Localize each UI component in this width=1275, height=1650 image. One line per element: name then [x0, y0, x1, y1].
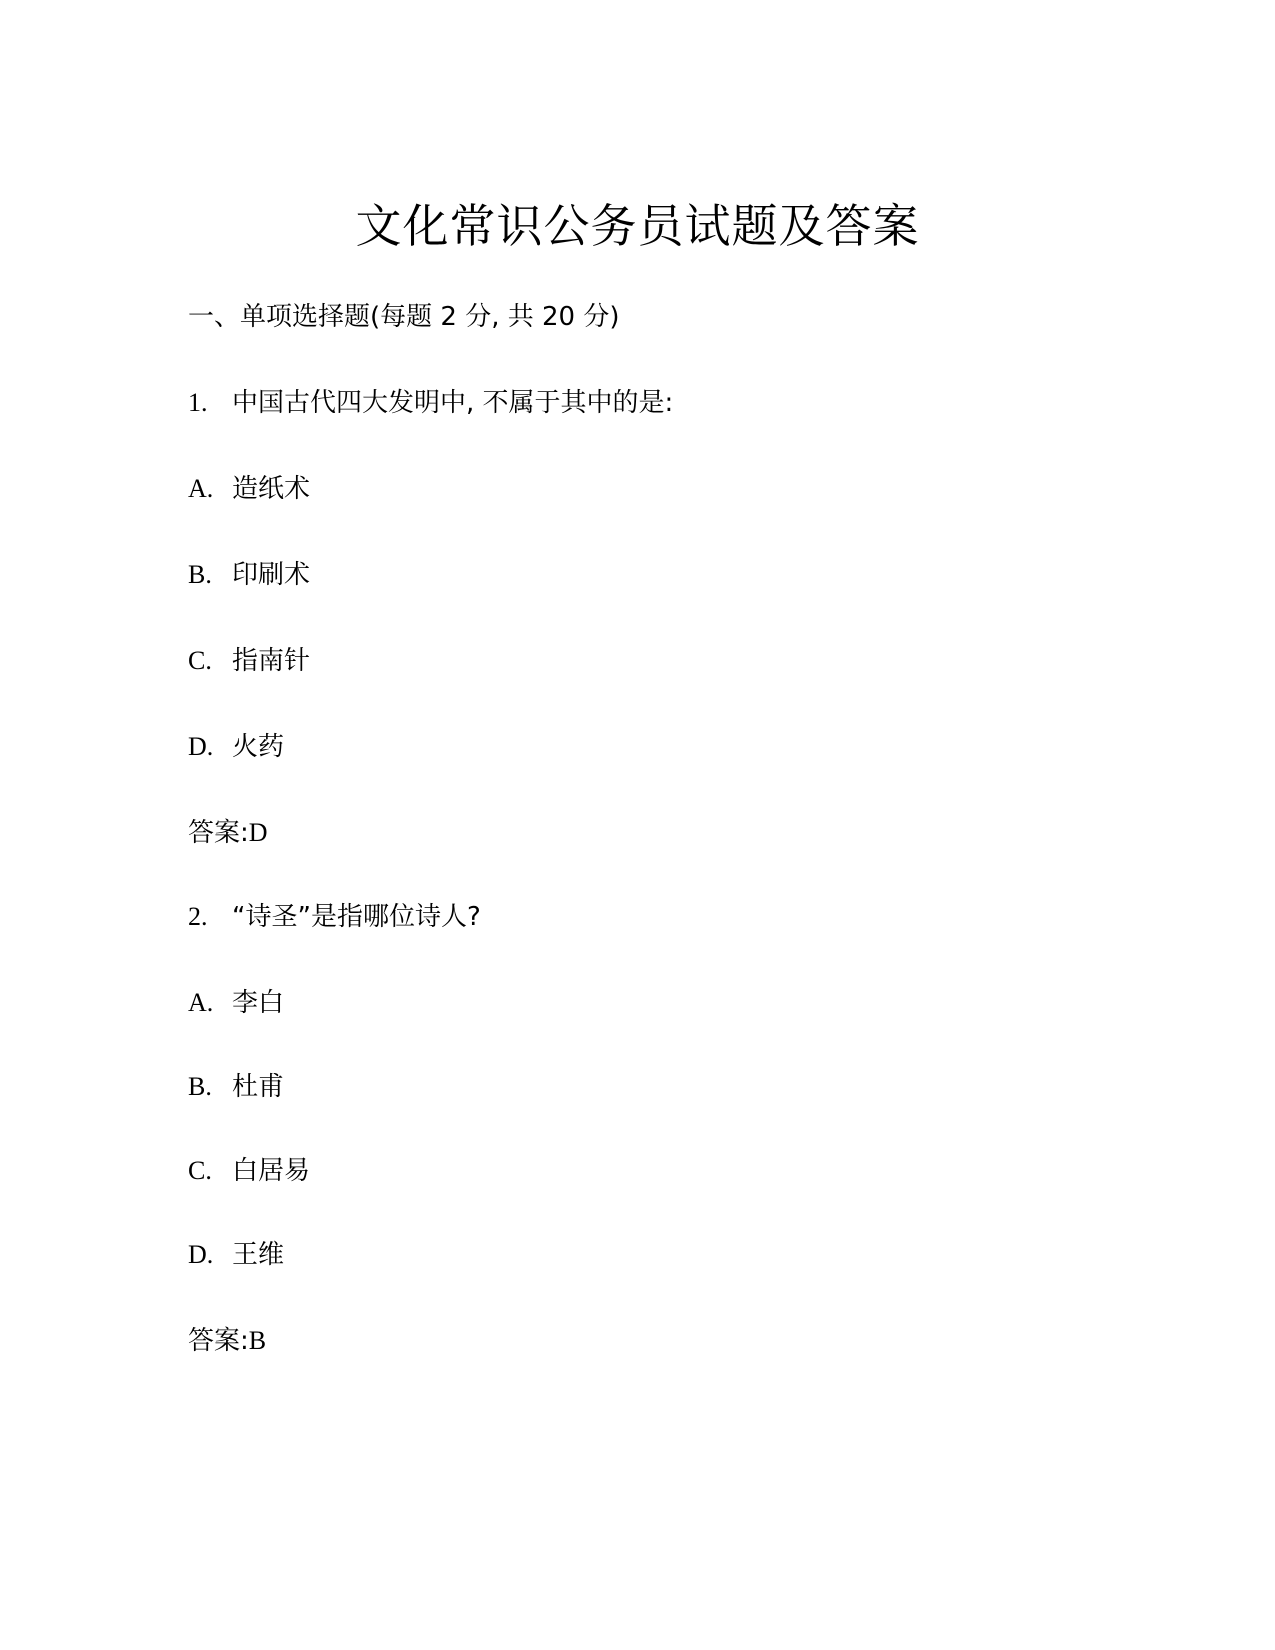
option-text: 王维: [232, 1240, 285, 1270]
question-2-answer: [188, 1324, 266, 1358]
option-text: 杜甫: [232, 1072, 285, 1102]
document-title: 文化常识公务员试题及答案: [355, 199, 920, 253]
question-2-option-b: [188, 1070, 284, 1104]
option-text: 印刷术: [232, 560, 311, 590]
question-2-option-a: [188, 986, 284, 1020]
question-text: “诗圣”是指哪位诗人?: [232, 902, 481, 932]
question-1-option-b: [188, 558, 310, 592]
option-text: 造纸术: [232, 474, 311, 504]
option-text: 火药: [232, 732, 285, 762]
answer-label: 答案:: [188, 1326, 249, 1356]
option-letter: A.: [188, 988, 214, 1017]
question-number: 1.: [188, 388, 208, 417]
question-1: [188, 386, 673, 420]
question-2-option-c: [188, 1154, 310, 1188]
question-1-option-c: [188, 644, 310, 678]
question-1-option-a: [188, 472, 310, 506]
option-text: 白居易: [232, 1156, 311, 1186]
section-heading: 一、单项选择题(每题 2 分, 共 20 分): [188, 302, 620, 332]
question-1-option-d: [188, 730, 284, 764]
option-letter: C.: [188, 646, 212, 675]
answer-value: D: [248, 818, 268, 847]
question-2-option-d: [188, 1238, 284, 1272]
question-2: [188, 900, 481, 934]
question-text: 中国古代四大发明中, 不属于其中的是:: [232, 388, 674, 418]
option-letter: B.: [188, 560, 212, 589]
option-text: 李白: [232, 988, 285, 1018]
option-letter: A.: [188, 474, 214, 503]
answer-label: 答案:: [188, 818, 249, 848]
option-text: 指南针: [232, 646, 311, 676]
option-letter: B.: [188, 1072, 212, 1101]
option-letter: C.: [188, 1156, 212, 1185]
option-letter: D.: [188, 1240, 214, 1269]
question-number: 2.: [188, 902, 208, 931]
question-1-answer: [188, 816, 268, 850]
option-letter: D.: [188, 732, 214, 761]
answer-value: B: [248, 1326, 267, 1355]
